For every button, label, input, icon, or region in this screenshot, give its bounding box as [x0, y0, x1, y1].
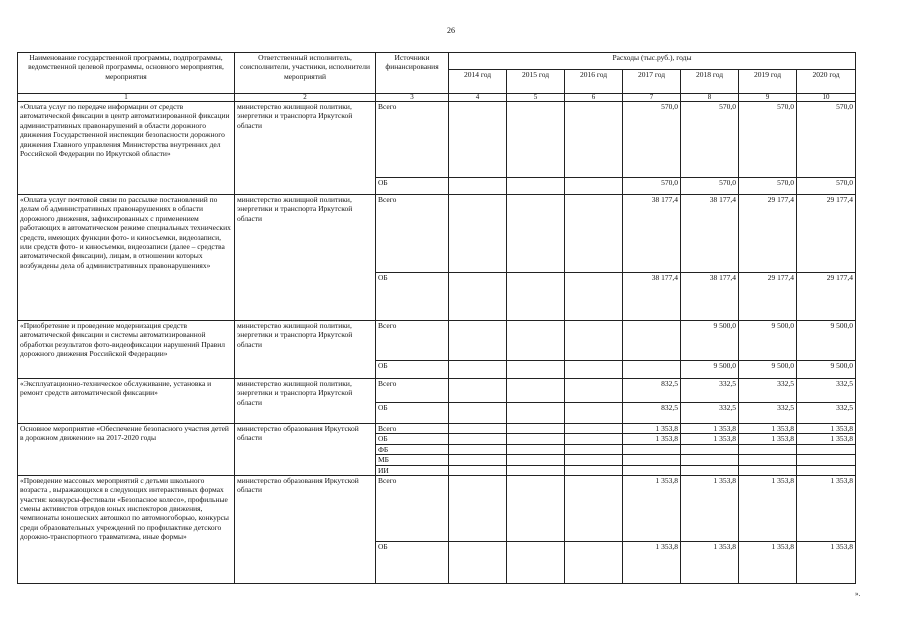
expense-value: [507, 102, 565, 178]
expense-value: 1 353,8: [623, 475, 681, 541]
expense-value: [565, 321, 623, 361]
table-row: [18, 102, 856, 178]
expense-value: 38 177,4: [623, 273, 681, 321]
funding-source: ОБ: [376, 403, 449, 424]
funding-source: ФБ: [376, 444, 449, 454]
executor: министерство жилищной политики, энергетики и транспорта Иркутской области: [235, 321, 376, 379]
expense-value: 832,5: [623, 403, 681, 424]
expense-value: [565, 424, 623, 434]
expense-value: [507, 434, 565, 444]
expense-value: [565, 541, 623, 583]
expense-value: 9 500,0: [681, 361, 739, 379]
expense-value: 332,5: [681, 379, 739, 403]
funding-source: ОБ: [376, 273, 449, 321]
activity-name: Основное мероприятие «Обеспечение безопасного участия детей в дорожном движении» на 2017-2020 годы: [18, 424, 235, 476]
expense-value: [449, 424, 507, 434]
expense-value: [507, 178, 565, 195]
expense-value: 332,5: [797, 379, 856, 403]
executor: министерство образования Иркутской области: [235, 424, 376, 476]
expense-value: 570,0: [739, 178, 797, 195]
expense-value: [507, 321, 565, 361]
header-name: Наименование государственной программы, подпрограммы, ведомственной целевой программы, основного мероприятия, мероприятия: [18, 53, 235, 94]
expense-value: [449, 379, 507, 403]
expense-value: [681, 444, 739, 454]
expense-value: [797, 444, 856, 454]
expense-value: [507, 273, 565, 321]
expense-value: 1 353,8: [681, 541, 739, 583]
header-year: 2016 год: [565, 70, 623, 94]
expense-value: 1 353,8: [739, 475, 797, 541]
expense-value: [449, 444, 507, 454]
expense-value: 332,5: [797, 403, 856, 424]
expense-value: 1 353,8: [739, 434, 797, 444]
col-number: 9: [739, 94, 797, 102]
header-year: 2019 год: [739, 70, 797, 94]
expense-value: [449, 321, 507, 361]
col-number: 4: [449, 94, 507, 102]
expense-value: 9 500,0: [739, 361, 797, 379]
col-number: 5: [507, 94, 565, 102]
funding-source: ИИ: [376, 465, 449, 475]
expense-value: 1 353,8: [797, 424, 856, 434]
expense-value: 9 500,0: [739, 321, 797, 361]
expense-value: 570,0: [681, 102, 739, 178]
expense-value: [739, 455, 797, 465]
expense-value: 1 353,8: [797, 541, 856, 583]
expense-value: [507, 475, 565, 541]
expense-value: 1 353,8: [623, 434, 681, 444]
expense-value: [565, 102, 623, 178]
header-year: 2020 год: [797, 70, 856, 94]
expense-value: 1 353,8: [739, 541, 797, 583]
expense-value: 29 177,4: [797, 273, 856, 321]
expense-value: [797, 465, 856, 475]
table-row: [18, 424, 856, 434]
expense-value: 9 500,0: [797, 321, 856, 361]
expense-value: [681, 455, 739, 465]
expense-value: [565, 444, 623, 454]
expense-value: [449, 434, 507, 444]
executor: министерство жилищной политики, энергетики и транспорта Иркутской области: [235, 195, 376, 321]
expense-value: [565, 195, 623, 273]
col-number: 7: [623, 94, 681, 102]
expense-value: 29 177,4: [739, 195, 797, 273]
col-number: 2: [235, 94, 376, 102]
col-number: 1: [18, 94, 235, 102]
table-row: [18, 321, 856, 361]
expense-value: 9 500,0: [681, 321, 739, 361]
expense-value: 570,0: [797, 102, 856, 178]
funding-source: ОБ: [376, 434, 449, 444]
funding-source: ОБ: [376, 541, 449, 583]
expense-value: [565, 403, 623, 424]
table-row: [18, 195, 856, 273]
funding-source: Всего: [376, 321, 449, 361]
expense-value: [565, 475, 623, 541]
funding-source: ОБ: [376, 178, 449, 195]
expense-value: [565, 434, 623, 444]
executor: министерство образования Иркутской области: [235, 475, 376, 583]
expense-value: [449, 403, 507, 424]
expense-value: [449, 455, 507, 465]
expense-value: [507, 465, 565, 475]
header-year: 2017 год: [623, 70, 681, 94]
expense-value: [797, 455, 856, 465]
activity-name: «Оплата услуг почтовой связи по рассылке постановлений по делам об административных правонарушениях в области дорожного движения, зафиксированных с применением работающих в автоматическом режиме специальных технических средств, имеющих функции фото- и киносъемки, видеозаписи, или средств фото- и киносъемки, видеозаписи (далее – средства автоматической фиксации), лицам, в отношении которых возбуждены дела об административных правонарушениях»: [18, 195, 235, 321]
expense-value: [449, 102, 507, 178]
expense-value: [449, 178, 507, 195]
expense-value: [623, 455, 681, 465]
expense-value: [565, 361, 623, 379]
expense-value: [565, 379, 623, 403]
expense-value: [449, 465, 507, 475]
expense-value: [507, 455, 565, 465]
budget-body: [18, 102, 856, 584]
expense-value: 1 353,8: [681, 475, 739, 541]
table-row: [18, 379, 856, 403]
header-expenses: Расходы (тыс.руб.), годы: [449, 53, 856, 70]
header-year: 2014 год: [449, 70, 507, 94]
col-number: 10: [797, 94, 856, 102]
expense-value: [507, 195, 565, 273]
expense-value: [449, 475, 507, 541]
expense-value: [449, 195, 507, 273]
header-executor: Ответственный исполнитель, соисполнители, участники, исполнители мероприятий: [235, 53, 376, 94]
expense-value: 29 177,4: [739, 273, 797, 321]
expense-value: 29 177,4: [797, 195, 856, 273]
header-year: 2018 год: [681, 70, 739, 94]
expense-value: [507, 444, 565, 454]
expense-value: [507, 403, 565, 424]
closing-quote-mark: ».: [855, 590, 861, 598]
budget-table: [17, 52, 856, 584]
expense-value: [449, 273, 507, 321]
expense-value: [623, 321, 681, 361]
expense-value: 1 353,8: [797, 434, 856, 444]
funding-source: Всего: [376, 195, 449, 273]
expense-value: [507, 424, 565, 434]
expense-value: 1 353,8: [681, 434, 739, 444]
expense-value: 1 353,8: [797, 475, 856, 541]
page-number: 26: [447, 26, 455, 35]
activity-name: «Эксплуатационно-техническое обслуживание, установка и ремонт средств автоматической фиксации»: [18, 379, 235, 424]
activity-name: «Оплата услуг по передаче информации от средств автоматической фиксации в центр автоматизированной фиксации административных правонарушений в области дорожного движения Государственной инспекции безопасности дорожного движения Главного управления Министерства внутренних дел Российской Федерации по Иркутской области»: [18, 102, 235, 195]
col-number: 6: [565, 94, 623, 102]
header-source: Источники финансирования: [376, 53, 449, 94]
expense-value: 38 177,4: [681, 273, 739, 321]
expense-value: [565, 455, 623, 465]
activity-name: «Приобретение и проведение модернизация средств автоматической фиксации и системы автоматизированной обработки результатов фото-видеофиксации нарушений Правил дорожного движения Российской Федерации»: [18, 321, 235, 379]
expense-value: [623, 465, 681, 475]
expense-value: [507, 379, 565, 403]
expense-value: 332,5: [739, 379, 797, 403]
expense-value: 1 353,8: [623, 424, 681, 434]
expense-value: [739, 465, 797, 475]
expense-value: [507, 541, 565, 583]
expense-value: 570,0: [797, 178, 856, 195]
expense-value: 38 177,4: [681, 195, 739, 273]
header-year: 2015 год: [507, 70, 565, 94]
activity-name: «Проведение массовых мероприятий с детьми школьного возраста , выражающихся в следующих интерактивных формах участия: конкурсы-фестивали «Безопасное колесо», профильные смены активистов отрядов юных инспекторов движения, чемпионаты юношеских автошкол по автомногоборью, конкурсы среди образовательных учреждений по профилактике детского дорожно-транспортного травматизма, иные формы»: [18, 475, 235, 583]
expense-value: [449, 541, 507, 583]
funding-source: МБ: [376, 455, 449, 465]
expense-value: [623, 444, 681, 454]
expense-value: 570,0: [623, 102, 681, 178]
expense-value: [507, 361, 565, 379]
funding-source: Всего: [376, 102, 449, 178]
executor: министерство жилищной политики, энергетики и транспорта Иркутской области: [235, 102, 376, 195]
expense-value: 332,5: [681, 403, 739, 424]
expense-value: 570,0: [623, 178, 681, 195]
funding-source: ОБ: [376, 361, 449, 379]
expense-value: 832,5: [623, 379, 681, 403]
expense-value: [623, 361, 681, 379]
expense-value: [565, 465, 623, 475]
expense-value: 1 353,8: [681, 424, 739, 434]
expense-value: 38 177,4: [623, 195, 681, 273]
col-number: 3: [376, 94, 449, 102]
executor: министерство жилищной политики, энергетики и транспорта Иркутской области: [235, 379, 376, 424]
expense-value: [565, 273, 623, 321]
expense-value: 570,0: [681, 178, 739, 195]
funding-source: Всего: [376, 475, 449, 541]
expense-value: 332,5: [739, 403, 797, 424]
table-row: [18, 475, 856, 541]
expense-value: [449, 361, 507, 379]
funding-source: Всего: [376, 424, 449, 434]
expense-value: 9 500,0: [797, 361, 856, 379]
expense-value: [681, 465, 739, 475]
expense-value: 570,0: [739, 102, 797, 178]
expense-value: [739, 444, 797, 454]
col-number: 8: [681, 94, 739, 102]
expense-value: 1 353,8: [623, 541, 681, 583]
expense-value: [565, 178, 623, 195]
funding-source: Всего: [376, 379, 449, 403]
expense-value: 1 353,8: [739, 424, 797, 434]
